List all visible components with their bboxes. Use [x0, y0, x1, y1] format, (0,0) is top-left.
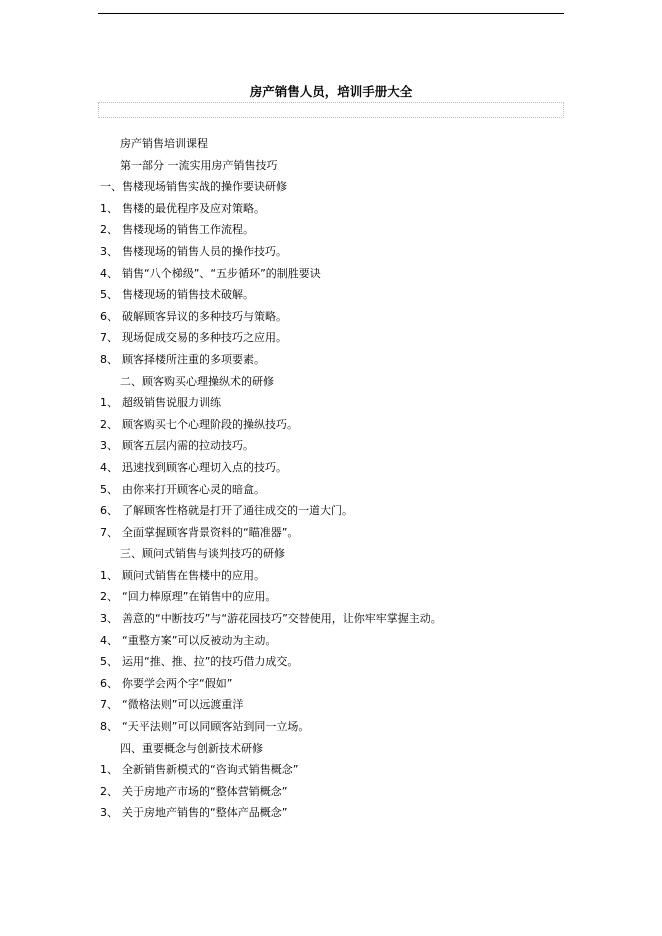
list-item-number: 6、	[100, 309, 118, 323]
list-item-number: 3、	[100, 439, 118, 453]
list-item	[0, 759, 662, 781]
list-item-text: 迅速找到顾客心理切入点的技巧。	[122, 460, 287, 474]
list-item	[0, 781, 662, 803]
list-item	[0, 198, 662, 220]
list-item	[0, 457, 662, 479]
list-item	[0, 479, 662, 501]
list-item-text: 顾客择楼所注重的多项要素。	[122, 352, 265, 366]
list-item-text: “重整方案”可以反被动为主动。	[122, 633, 277, 647]
list-item	[0, 306, 662, 328]
list-item	[0, 414, 662, 436]
list-item-text: “天平法则”可以同顾客站到同一立场。	[122, 720, 310, 734]
list-item-number: 4、	[100, 460, 118, 474]
section-heading	[0, 155, 662, 177]
list-item-number: 4、	[100, 633, 118, 647]
list-item-number: 6、	[100, 504, 118, 518]
list-item-text: 顾客购买七个心理阶段的操纵技巧。	[122, 417, 298, 431]
list-item-text: 你要学会两个字“假如”	[122, 676, 233, 690]
list-item-number: 5、	[100, 655, 118, 669]
list-item-text: 顾客五层内需的拉动技巧。	[122, 439, 254, 453]
list-item	[0, 673, 662, 695]
list-item-number: 7、	[100, 525, 118, 539]
list-item-number: 8、	[100, 720, 118, 734]
list-item	[0, 349, 662, 371]
list-item	[0, 586, 662, 608]
section-heading	[0, 371, 662, 393]
list-item-number: 6、	[100, 676, 118, 690]
list-item	[0, 435, 662, 457]
list-item	[0, 608, 662, 630]
list-item-text: 第一部分 一流实用房产销售技巧	[120, 158, 278, 172]
title-placeholder-box	[98, 102, 564, 118]
list-item	[0, 284, 662, 306]
list-item-text: 售楼现场的销售工作流程。	[122, 223, 254, 237]
list-item	[0, 565, 662, 587]
list-item-number: 7、	[100, 331, 118, 345]
list-item-text: 关于房地产销售的“整体产品概念”	[122, 806, 288, 820]
list-item-text: 超级销售说服力训练	[122, 396, 221, 410]
list-item-text: 售楼现场的销售人员的操作技巧。	[122, 244, 287, 258]
list-item-number: 2、	[100, 784, 118, 798]
list-item-number: 2、	[100, 417, 118, 431]
list-item-text: 破解顾客异议的多种技巧与策略。	[122, 309, 287, 323]
list-item-text: 售楼现场的销售技术破解。	[122, 288, 254, 302]
list-item-text: 关于房地产市场的“整体营销概念”	[122, 784, 288, 798]
list-item	[0, 263, 662, 285]
list-item-text: 顾问式销售在售楼中的应用。	[122, 568, 265, 582]
list-item	[0, 716, 662, 738]
list-item-text: 全新销售新模式的“咨询式销售概念”	[122, 763, 299, 777]
list-item-text: 由你来打开顾客心灵的暗盒。	[122, 482, 265, 496]
list-item	[0, 522, 662, 544]
list-item	[0, 630, 662, 652]
section-heading	[0, 543, 662, 565]
list-item-text: 四、重要概念与创新技术研修	[120, 741, 263, 755]
document-title: 房产销售人员，培训手册大全	[249, 84, 413, 99]
list-item-number: 3、	[100, 806, 118, 820]
header-rule	[98, 13, 564, 14]
list-item-number: 3、	[100, 612, 118, 626]
list-item-text: 售楼现场销售实战的操作要诀研修	[122, 180, 287, 194]
list-item-number: 1、	[100, 396, 118, 410]
document-body	[0, 133, 662, 824]
list-item-text: 三、顾问式销售与谈判技巧的研修	[120, 547, 285, 561]
list-item	[0, 802, 662, 824]
list-item-text: 了解顾客性格就是打开了通往成交的一道大门。	[122, 504, 353, 518]
list-item-number: 5、	[100, 482, 118, 496]
list-item-text: “微格法则”可以远渡重洋	[122, 698, 244, 712]
list-item-text: 善意的“中断技巧”与“游花园技巧”交替使用，让你牢牢掌握主动。	[122, 612, 442, 626]
section-heading	[0, 738, 662, 760]
list-item-number: 8、	[100, 352, 118, 366]
list-item	[0, 241, 662, 263]
list-item-text: 销售“八个梯级”、“五步循环”的制胜要诀	[122, 266, 321, 280]
list-item	[0, 500, 662, 522]
list-item-text: 二、顾客购买心理操纵术的研修	[120, 374, 274, 388]
list-item-number: 2、	[100, 590, 118, 604]
list-item	[0, 651, 662, 673]
list-item-number: 2、	[100, 223, 118, 237]
list-item-text: 售楼的最优程序及应对策略。	[122, 201, 265, 215]
list-item-number: 1、	[100, 201, 118, 215]
list-item	[0, 392, 662, 414]
list-item	[0, 219, 662, 241]
section-heading	[0, 133, 662, 155]
list-item-number: 7、	[100, 698, 118, 712]
list-item	[0, 694, 662, 716]
list-item	[0, 327, 662, 349]
list-item-text: 运用“推、推、拉”的技巧借力成交。	[122, 655, 299, 669]
list-item-text: 现场促成交易的多种技巧之应用。	[122, 331, 287, 345]
list-item-text: 全面掌握顾客背景资料的“瞄准器”。	[122, 525, 299, 539]
list-item-text: “回力棒原理”在销售中的应用。	[122, 590, 277, 604]
list-item	[0, 176, 662, 198]
list-item-number: 4、	[100, 266, 118, 280]
list-item-number: 1、	[100, 568, 118, 582]
list-item-number: 1、	[100, 763, 118, 777]
list-item-number: 5、	[100, 288, 118, 302]
list-item-number: 3、	[100, 244, 118, 258]
list-item-number: 一、	[100, 180, 122, 194]
list-item-text: 房产销售培训课程	[120, 137, 208, 150]
